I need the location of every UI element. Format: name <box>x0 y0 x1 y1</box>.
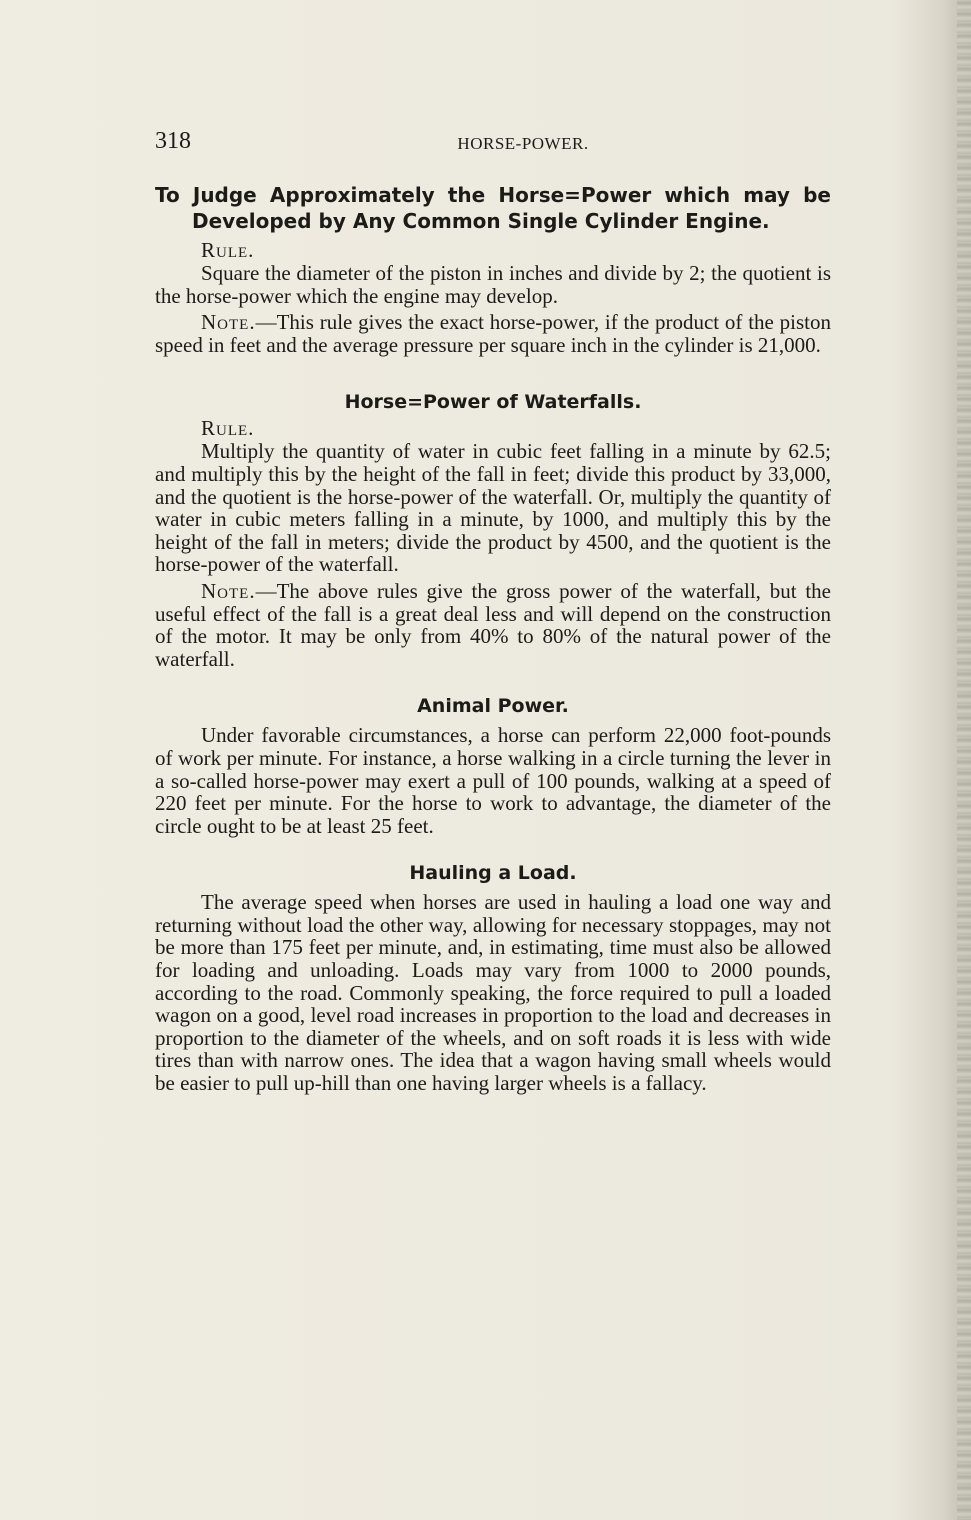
note-paragraph <box>155 580 831 670</box>
note-label: Note. <box>201 578 256 603</box>
rule-label: Rule. <box>201 238 255 262</box>
rule-paragraph: Multiply the quantity of water in cubic feet falling in a minute by 62.5; and multiply this by the height of the fall in feet; divide this product by 33,000, and the quotient is the horse-power of the waterfall. Or, multiply the quantity of water in cubic meters falling in a minute, by 1000, and multiply this by the height of the fall in meters; divide the product by 4500, and the quotient is the horse-power of the waterfall. <box>155 439 831 577</box>
note-label: Note. <box>201 310 256 335</box>
section-title-line-2: Developed by Any Common Single Cylinder Engine. <box>192 209 770 233</box>
running-head <box>155 128 831 162</box>
section-heading-hauling-load: Hauling a Load. <box>409 862 577 885</box>
body-paragraph: The average speed when horses are used in hauling a load one way and returning without load the other way, allowing for necessary stoppages, may not be more than 175 feet per minute, and, in estimating, time must also be allowed for loading and unloading. Loads may vary from 1000 to 2000 pounds, according to the road. Commonly speaking, the force required to pull a loaded wagon on a good, level road increases in proportion to the load and decreases in proportion to the diameter of the wheels, and on soft roads it is less with wide tires than with narrow ones. The idea that a wagon having small wheels would be easier to pull up-hill than one having larger wheels is a fallacy. <box>155 890 831 1096</box>
rule-label: Rule. <box>201 416 255 441</box>
running-title: HORSE-POWER. <box>457 134 589 153</box>
note-paragraph <box>155 311 831 356</box>
rule-paragraph: Square the diameter of the piston in inches and divide by 2; the quotient is the horse-power which the engine may develop. <box>155 261 831 308</box>
section-title-engine-horsepower <box>155 182 831 234</box>
body-paragraph: Under favorable circumstances, a horse can perform 22,000 foot-pounds of work per minute. For instance, a horse walking in a circle turning the lever in a so-called horse-power may exert a pull of 100 pounds, walking at a speed of 220 feet per minute. For the horse to work to advantage, the diameter of the circle ought to be at least 25 feet. <box>155 723 831 838</box>
note-text: —This rule gives the exact horse-power, if the product of the piston speed in feet and the average pressure per square inch in the cylinder is 21,000. <box>155 310 831 357</box>
note-text: —The above rules give the gross power of the waterfall, but the useful effect of the fall is a great deal less and will depend on the construction of the motor. It may be only from 40% to 80% of the natural power of the waterfall. <box>155 578 831 671</box>
section-title-line-1: To Judge Approximately the Horse=Power which may be <box>155 183 831 207</box>
page-content <box>155 128 831 1095</box>
page-number: 318 <box>155 128 191 154</box>
section-heading-animal-power: Animal Power. <box>417 695 569 718</box>
page-edge-shadow <box>957 0 971 1520</box>
section-heading-waterfalls: Horse=Power of Waterfalls. <box>344 391 642 414</box>
